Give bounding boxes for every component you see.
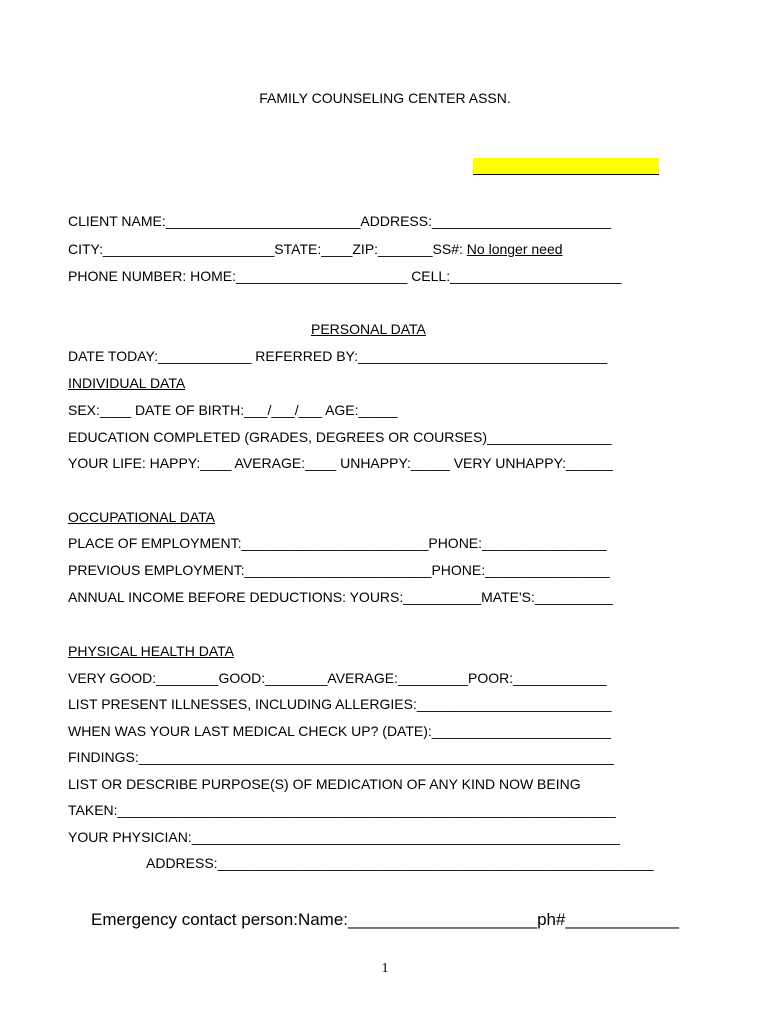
your-life-line: YOUR LIFE: HAPPY:____ AVERAGE:____ UNHAPPY:_____ VERY UNHAPPY:______ [68,455,613,471]
medical-checkup-line: WHEN WAS YOUR LAST MEDICAL CHECK UP? (DATE):_______________________ [68,723,611,739]
occupational-data-heading: OCCUPATIONAL DATA [68,509,216,525]
physician-address-line: ADDRESS:________________________________________________________ [146,855,654,871]
highlighted-blank-field[interactable] [473,158,659,175]
medication-line: LIST OR DESCRIBE PURPOSE(S) OF MEDICATION OF ANY KIND NOW BEING [68,776,581,792]
taken-line: TAKEN:________________________________________________________________ [68,802,616,818]
date-referred-line: DATE TODAY:____________ REFERRED BY:________________________________ [68,348,608,364]
education-line: EDUCATION COMPLETED (GRADES, DEGREES OR COURSES)________________ [68,429,612,445]
previous-employment-line: PREVIOUS EMPLOYMENT:________________________PHONE:________________ [68,562,610,578]
place-of-employment-line: PLACE OF EMPLOYMENT:________________________PHONE:________________ [68,535,607,551]
sex-dob-age-line: SEX:____ DATE OF BIRTH:___/___/___ AGE:_____ [68,402,398,418]
emergency-contact-line: Emergency contact person:Name:____________________ph#____________ [91,910,679,929]
physician-line: YOUR PHYSICIAN:_______________________________________________________ [68,829,620,845]
ss-note: No longer need [466,241,563,257]
city-state-zip-line [68,241,563,257]
personal-data-heading: PERSONAL DATA [311,321,426,337]
physical-health-heading: PHYSICAL HEALTH DATA [68,643,234,659]
phone-number-line: PHONE NUMBER: HOME:______________________ CELL:______________________ [68,268,622,284]
city-state-zip-text: CITY:______________________STATE:____ZIP:_______SS#: [68,241,467,257]
page-number: 1 [381,961,389,976]
client-name-address-line: CLIENT NAME:_________________________ADDRESS:_______________________ [68,213,612,229]
illnesses-line: LIST PRESENT ILLNESSES, INCLUDING ALLERGIES:_________________________ [68,696,612,712]
individual-data-heading: INDIVIDUAL DATA [68,375,186,391]
health-rating-line: VERY GOOD:________GOOD:________AVERAGE:_________POOR:____________ [68,670,607,686]
annual-income-line: ANNUAL INCOME BEFORE DEDUCTIONS: YOURS:__________MATE'S:__________ [68,589,613,605]
form-title: FAMILY COUNSELING CENTER ASSN. [259,90,511,106]
findings-line: FINDINGS:_____________________________________________________________ [68,749,614,765]
